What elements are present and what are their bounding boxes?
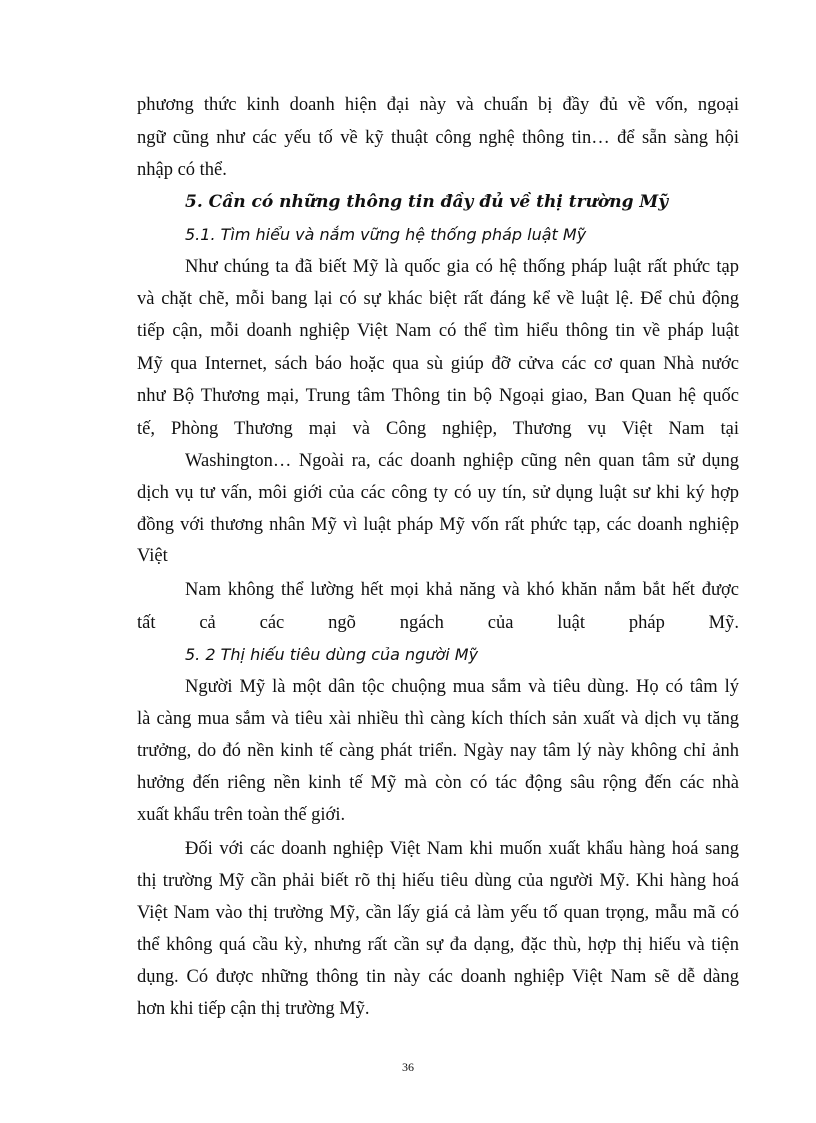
paragraph-line: hưởng đến riêng nền kinh tế Mỹ mà còn có tác động sâu rộng đến các nhà [137, 773, 739, 793]
paragraph-line: tiếp cận, mỗi doanh nghiệp Việt Nam có thể tìm hiểu thông tin về pháp luật [137, 321, 739, 341]
paragraph-line: phương thức kinh doanh hiện đại này và chuẩn bị đầy đủ về vốn, ngoại [137, 95, 739, 115]
paragraph-line: Việt Nam vào thị trường Mỹ, cần lấy giá cả làm yếu tố quan trọng, mẫu mã có [137, 903, 739, 923]
subsection-heading: 5. 2 Thị hiếu tiêu dùng của người Mỹ [185, 645, 479, 664]
paragraph-line: Như chúng ta đã biết Mỹ là quốc gia có hệ thống pháp luật rất phức tạp [185, 257, 739, 277]
paragraph-line: như Bộ Thương mại, Trung tâm Thông tin bộ Ngoại giao, Ban Quan hệ quốc [137, 386, 739, 406]
paragraph-line: hơn khi tiếp cận thị trường Mỹ. [137, 999, 370, 1019]
paragraph-line: nhập có thể. [137, 160, 227, 180]
paragraph-line: đồng với thương nhân Mỹ vì luật pháp Mỹ vốn rất phức tạp, các doanh nghiệp [137, 515, 739, 535]
paragraph-line: tất cả các ngõ ngách của luật pháp Mỹ. [137, 613, 739, 633]
paragraph-line: xuất khẩu trên toàn thế giới. [137, 805, 346, 825]
paragraph-line: Nam không thể lường hết mọi khả năng và khó khăn nắm bắt hết được [185, 580, 739, 600]
paragraph-line: tế, Phòng Thương mại và Công nghiệp, Thương vụ Việt Nam tại [137, 419, 739, 439]
paragraph-line: là càng mua sắm và tiêu xài nhiều thì càng kích thích sản xuất và dịch vụ tăng [137, 709, 739, 729]
paragraph-line: dụng. Có được những thông tin này các doanh nghiệp Việt Nam sẽ dễ dàng [137, 967, 739, 987]
paragraph-line: Mỹ qua Internet, sách báo hoặc qua sù giúp đỡ cửva các cơ quan Nhà nước [137, 354, 739, 374]
paragraph-line: và chặt chẽ, mỗi bang lại có sự khác biệt rất đáng kể về luật lệ. Để chủ động [137, 289, 739, 309]
paragraph-line: Người Mỹ là một dân tộc chuộng mua sắm và tiêu dùng. Họ có tâm lý [185, 677, 739, 697]
section-heading: 5. Cần có những thông tin đầy đủ về thị trường Mỹ [185, 192, 669, 212]
paragraph-line: dịch vụ tư vấn, môi giới của các công ty có uy tín, sử dụng luật sư khi ký hợp [137, 483, 739, 503]
paragraph-line: thể không quá cầu kỳ, nhưng rất cần sự đa dạng, đặc thù, hợp thị hiếu và tiện [137, 935, 739, 955]
paragraph-line: Việt [137, 546, 168, 566]
paragraph-line: Washington… Ngoài ra, các doanh nghiệp cũng nên quan tâm sử dụng [185, 451, 739, 471]
page-number: 36 [402, 1060, 414, 1074]
paragraph-line: trưởng, do đó nền kinh tế càng phát triển. Ngày nay tâm lý này không chỉ ảnh [137, 741, 739, 761]
subsection-heading: 5.1. Tìm hiểu và nắm vững hệ thống pháp luật Mỹ [185, 225, 587, 244]
paragraph-line: Đối với các doanh nghiệp Việt Nam khi muốn xuất khẩu hàng hoá sang [185, 839, 739, 859]
paragraph-line: ngữ cũng như các yếu tố về kỹ thuật công nghệ thông tin… để sẵn sàng hội [137, 128, 739, 148]
paragraph-line: thị trường Mỹ cần phải biết rõ thị hiếu tiêu dùng của người Mỹ. Khi hàng hoá [137, 871, 739, 891]
